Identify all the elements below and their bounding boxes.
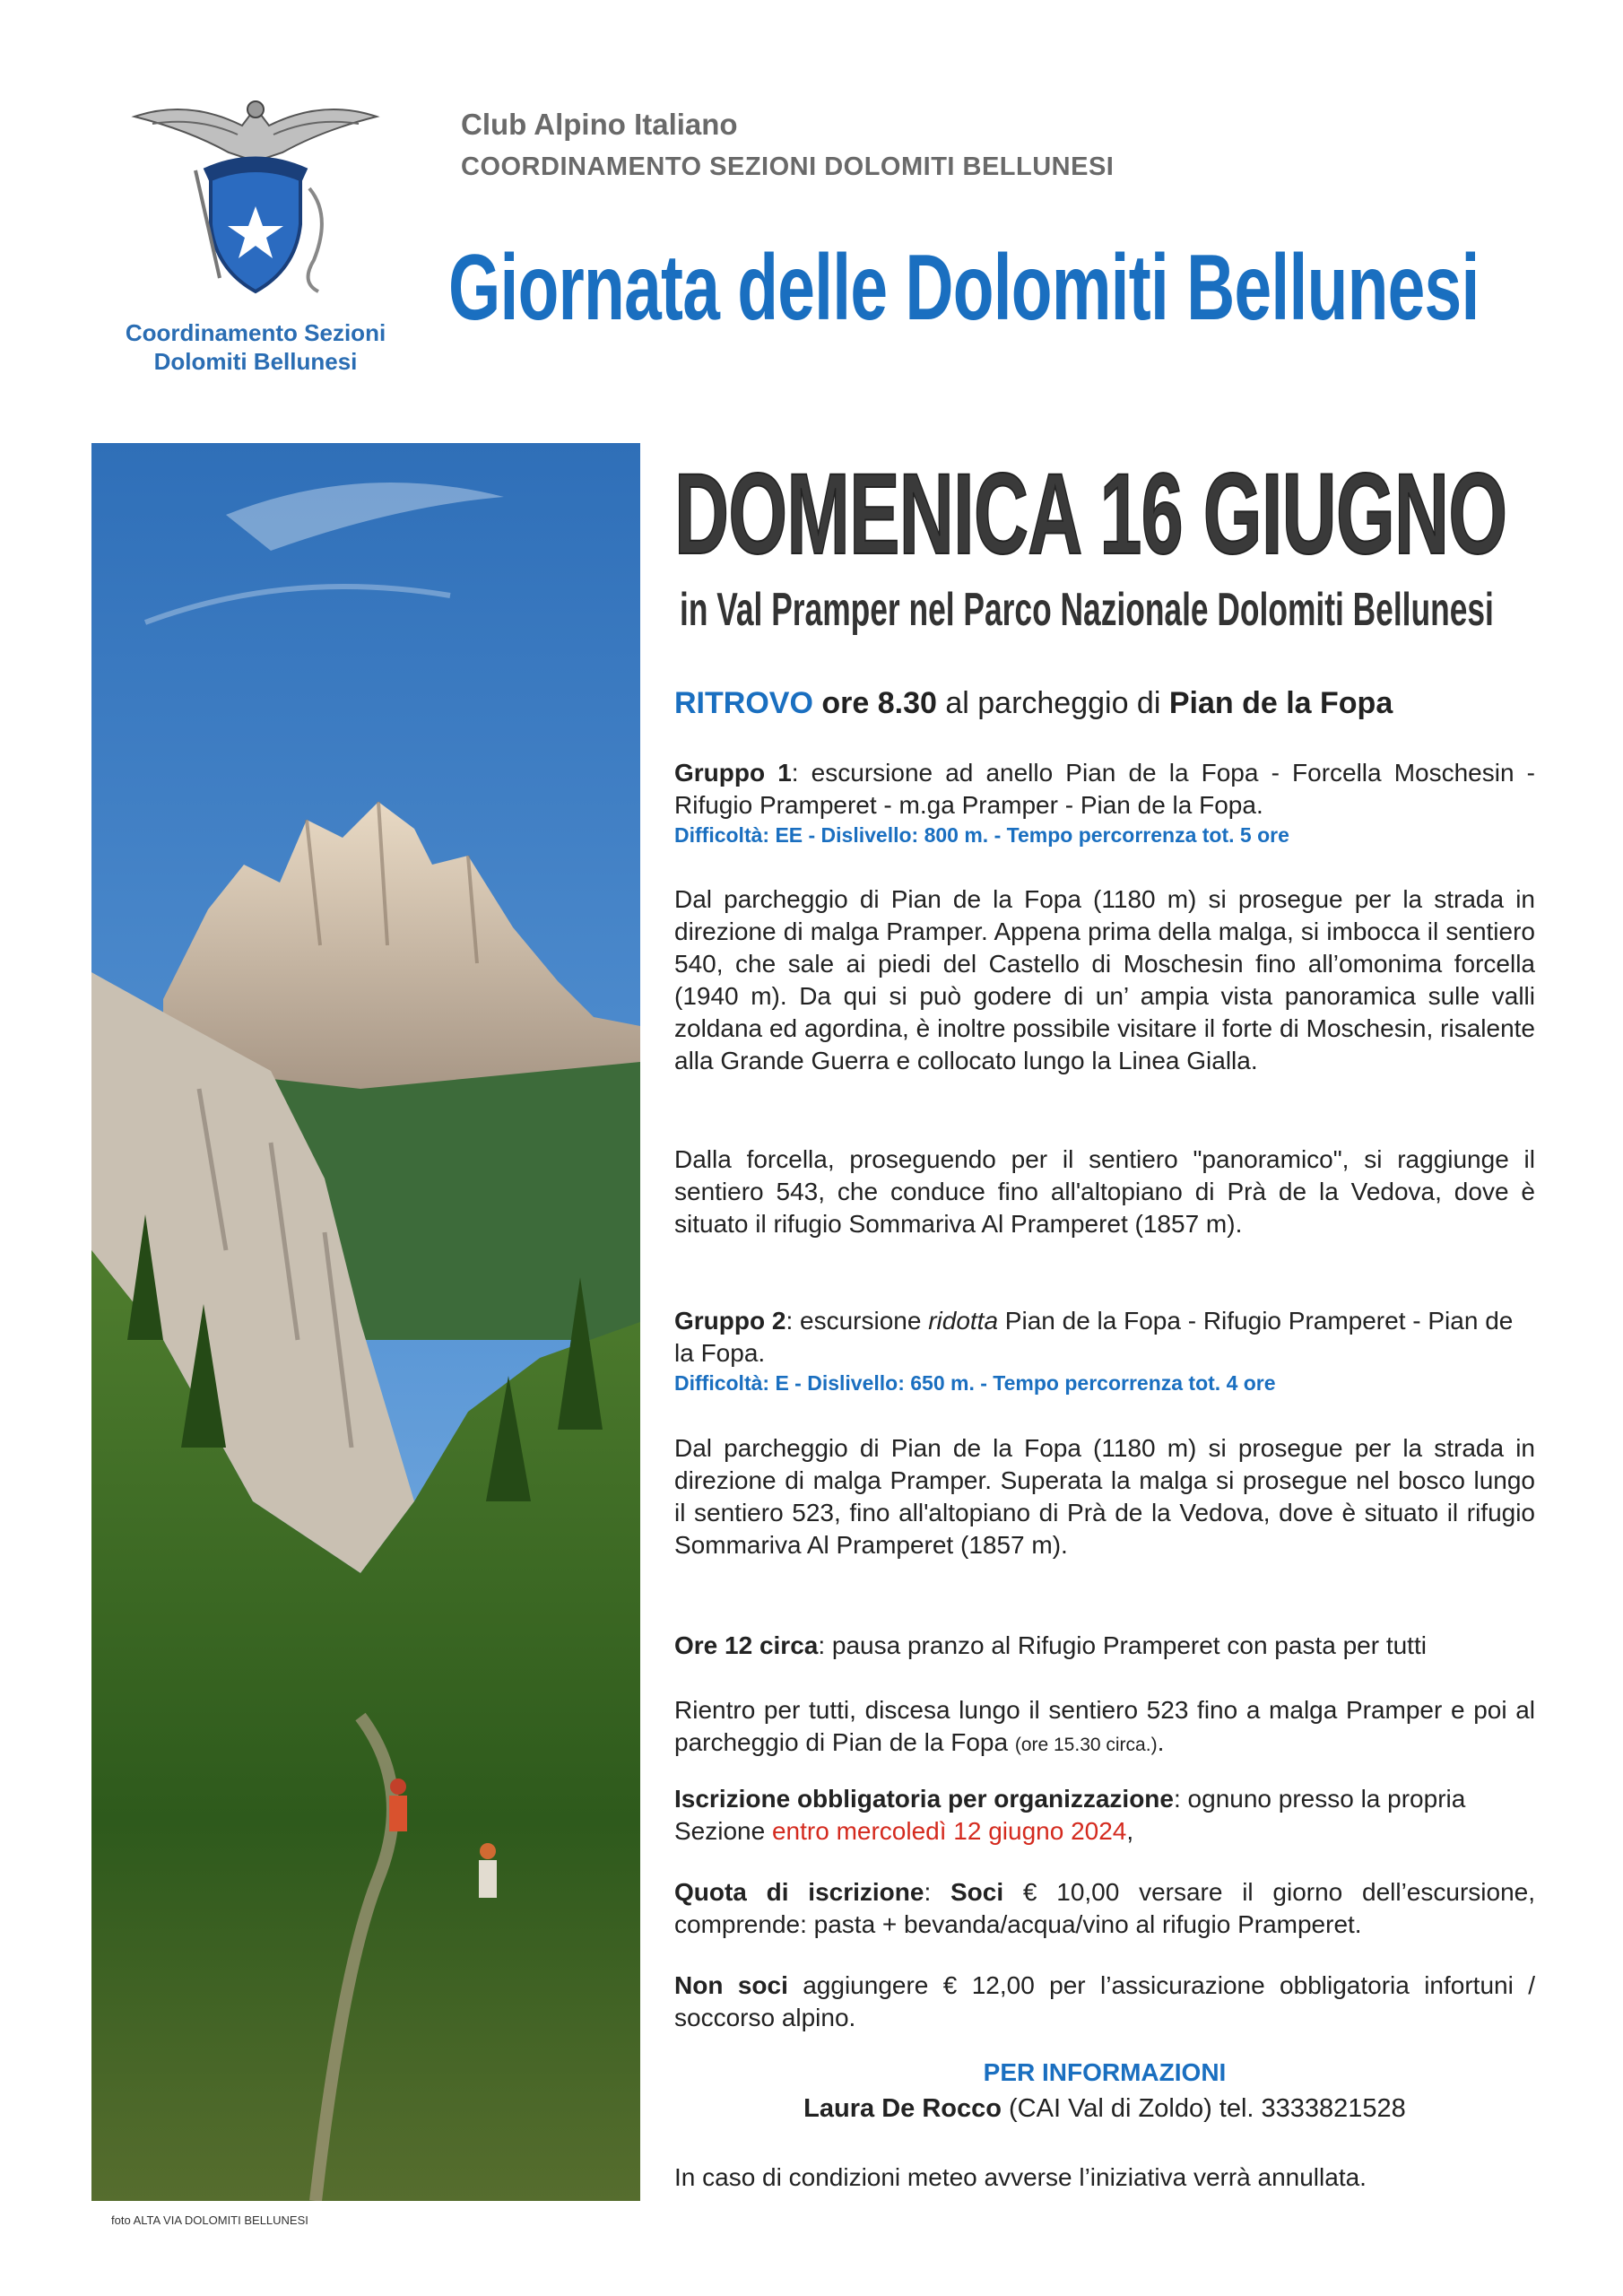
fee-text: € 10,00 versare il giorno dell’escursione, comprende: pasta + bevanda/acqua/vino al rifugio Pramperet. bbox=[674, 1878, 1535, 1938]
lunch-line bbox=[674, 1630, 1535, 1662]
event-location: in Val Pramper nel Parco Nazionale Dolomiti Bellunesi bbox=[680, 584, 1494, 636]
group2-text-b: Pian de la Fopa - Rifugio Pramperet - Pian de la Fopa. bbox=[674, 1307, 1514, 1367]
ritrovo-label: RITROVO bbox=[674, 686, 813, 720]
landscape-image bbox=[91, 443, 640, 2201]
return-paragraph bbox=[674, 1694, 1535, 1761]
group2-text-a: : escursione bbox=[785, 1307, 929, 1335]
group1-description-2: Dalla forcella, proseguendo per il sentiero "panoramico", si raggiunge il sentiero 543, che conduce fino all'altopiano di Prà de la Vedova, dove è situato il rifugio Sommariva Al Pramperet (1857 m). bbox=[674, 1145, 1535, 1238]
group2-description: Dal parcheggio di Pian de la Fopa (1180 m) si prosegue per la strada in direzione di malga Pramper. Superata la malga si prosegue nel bosco lungo il sentiero 523, fino all'altopiano di Prà de la Vedova, dove è situato il rifugio Sommariva Al Pramperet (1857 m). bbox=[674, 1434, 1535, 1559]
return-text: Rientro per tutti, discesa lungo il sentiero 523 fino a malga Pramper e poi al parcheggio di Pian de la Fopa bbox=[674, 1696, 1535, 1756]
cai-logo bbox=[126, 90, 386, 305]
weather-note: In caso di condizioni meteo avverse l’iniziativa verrà annullata. bbox=[674, 2163, 1367, 2191]
group1-label: Gruppo 1 bbox=[674, 759, 792, 787]
page-title: Giornata delle Dolomiti Bellunesi bbox=[448, 236, 1480, 340]
group2-label: Gruppo 2 bbox=[674, 1307, 786, 1335]
nonsoci-label: Non soci bbox=[674, 1971, 788, 1999]
photo-credit: foto ALTA VIA DOLOMITI BELLUNESI bbox=[111, 2213, 308, 2227]
info-name: Laura De Rocco bbox=[803, 2094, 1002, 2123]
event-date: DOMENICA 16 GIUGNO bbox=[674, 450, 1507, 578]
group2-text-italic: ridotta bbox=[928, 1307, 999, 1335]
group1-title bbox=[674, 757, 1535, 822]
fee-label: Quota di iscrizione bbox=[674, 1878, 924, 1906]
group2-section bbox=[674, 1305, 1535, 1396]
registration-label: Iscrizione obbligatoria per organizzazione bbox=[674, 1785, 1174, 1813]
registration-deadline: entro mercoledì 12 giugno 2024 bbox=[771, 1817, 1127, 1845]
info-detail: (CAI Val di Zoldo) tel. 3333821528 bbox=[1001, 2094, 1406, 2123]
logo-caption-line1: Coordinamento Sezioni bbox=[125, 319, 386, 346]
group1-description: Dal parcheggio di Pian de la Fopa (1180 m) si prosegue per la strada in direzione di malga Pramper. Appena prima della malga, si imbocca il sentiero 540, che sale ai piedi del Castello di Moschesin fino all’omonima forcella (1940 m). Da qui si può godere di un’ ampia vista panoramica sulle valli zoldana ed agordina, è inoltre possibile visitare il forte di Moschesin, risalente alla Grande Guerra e collocato lungo la Linea Gialla. bbox=[674, 885, 1535, 1074]
mountain-photo bbox=[91, 443, 640, 2201]
group1-difficulty: Difficoltà: EE - Dislivello: 800 m. - Tempo percorrenza tot. 5 ore bbox=[674, 823, 1289, 847]
return-end: . bbox=[1157, 1728, 1165, 1756]
group2-title bbox=[674, 1305, 1535, 1370]
fee-soci: Soci bbox=[950, 1878, 1004, 1906]
group2-difficulty: Difficoltà: E - Dislivello: 650 m. - Tempo percorrenza tot. 4 ore bbox=[674, 1371, 1276, 1395]
lunch-text: : pausa pranzo al Rifugio Pramperet con pasta per tutti bbox=[818, 1631, 1427, 1659]
eagle-shield-icon bbox=[126, 90, 386, 305]
ritrovo-text: al parcheggio di bbox=[936, 686, 1169, 720]
logo-caption bbox=[108, 318, 404, 376]
registration-text: : ognuno presso la propria Sezione bbox=[674, 1785, 1466, 1845]
org-name: Club Alpino Italiano bbox=[461, 108, 738, 141]
logo-caption-line2: Dolomiti Bellunesi bbox=[153, 348, 358, 375]
group1-section bbox=[674, 757, 1535, 848]
nonsoci-paragraph bbox=[674, 1970, 1535, 2034]
lunch-label: Ore 12 circa bbox=[674, 1631, 819, 1659]
info-title: PER INFORMAZIONI bbox=[983, 2058, 1227, 2086]
fee-paragraph: Quota di iscrizione: Soci € 10,00 versare il giorno dell’escursione, comprende: pasta + bevanda/acqua/vino al rifugio Pramperet. bbox=[674, 1878, 1535, 1938]
return-time: (ore 15.30 circa.) bbox=[1014, 1735, 1158, 1755]
ritrovo-place: Pian de la Fopa bbox=[1168, 686, 1393, 720]
info-contact bbox=[674, 2094, 1535, 2124]
ritrovo-line bbox=[674, 687, 1535, 719]
group1-text: : escursione ad anello Pian de la Fopa - Forcella Moschesin - Rifugio Pramperet - m.ga Pramper - Pian de la Fopa. bbox=[674, 759, 1535, 819]
ritrovo-time: ore 8.30 bbox=[821, 686, 937, 720]
registration-paragraph bbox=[674, 1783, 1535, 1848]
registration-end: , bbox=[1126, 1817, 1134, 1845]
nonsoci-text: aggiungere € 12,00 per l’assicurazione obbligatoria infortuni / soccorso alpino. bbox=[674, 1971, 1535, 2031]
org-subtitle: COORDINAMENTO SEZIONI DOLOMITI BELLUNESI bbox=[461, 152, 1115, 181]
